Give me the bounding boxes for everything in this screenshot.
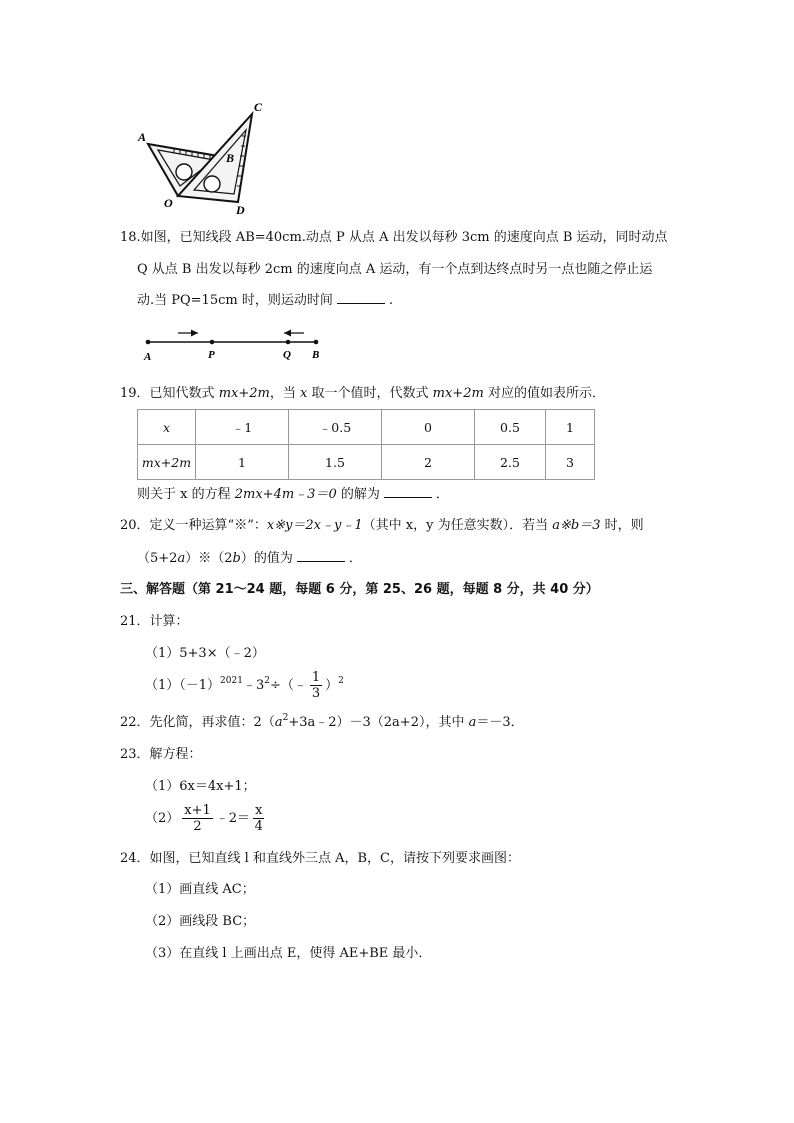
q20-line2 (137, 549, 362, 569)
q20-end: ． (348, 551, 362, 566)
q19-expr-2: mx+2m (432, 386, 484, 401)
section-heading: 三、解答题（第 21～24 题，每题 6 分，第 25、26 题，每题 8 分，共 40 分） (120, 582, 599, 597)
seg-label-A: A (144, 351, 152, 363)
label-B: B (226, 151, 235, 165)
q20-d: 时，则 (604, 518, 644, 533)
fraction (182, 803, 213, 834)
q21-exp1: 2021 (220, 676, 243, 686)
q22-b: a (274, 715, 283, 730)
table-cell: mx+2m (138, 445, 196, 480)
label-D: D (236, 203, 245, 216)
table-cell: 3 (546, 445, 595, 480)
q20-l2b: a (177, 551, 186, 566)
q19-intro (120, 384, 605, 404)
q19-text-c: 取一个值时，代数式 (311, 386, 429, 401)
set-square-figure (134, 96, 270, 216)
q20-l2a: （5+2 (137, 551, 178, 566)
numerator: x+1 (184, 803, 211, 818)
q20-answer-blank[interactable] (297, 549, 345, 562)
q19-end: ． (435, 487, 449, 502)
segment-figure (140, 326, 330, 364)
q18-end: . (388, 293, 393, 308)
table-cell: 1.5 (289, 445, 382, 480)
table-cell: 2.5 (475, 445, 546, 480)
denominator: 3 (311, 686, 321, 701)
q22-e: a (468, 715, 477, 730)
q23-part1: （1）6x＝4x+1； (145, 779, 256, 794)
q19-after (137, 485, 449, 505)
q18-line1: 18.如图，已知线段 AB=40cm.动点 P 从点 A 出发以每秒 3cm 的速度向点 B 运动，同时动点 (120, 230, 668, 245)
q20-l2d: b (232, 551, 241, 566)
seg-label-P: P (208, 349, 215, 361)
q23-title: 23．解方程： (120, 747, 202, 762)
fraction (310, 670, 322, 701)
q19-text-a: 19．已知代数式 (120, 386, 215, 401)
q20-line1 (120, 516, 644, 536)
q18-line2: Q 从点 B 出发以每秒 2cm 的速度向点 A 运动，有一个点到达终点时另一点也随之停止运 (137, 262, 653, 277)
q24-part1: （1）画直线 AC； (145, 882, 255, 897)
denominator: 4 (254, 819, 263, 834)
value-table (137, 409, 595, 480)
q19-after-a: 则关于 x 的方程 (137, 487, 231, 502)
denominator: 2 (193, 819, 202, 834)
numerator: 1 (311, 670, 321, 685)
label-O: O (164, 196, 173, 210)
q20-a: 20．定义一种运算“※”： (120, 518, 267, 533)
table-row (138, 410, 595, 445)
q21-p2a: （1）（－1） (145, 678, 221, 693)
table-cell: 0.5 (475, 410, 546, 445)
table-cell: ﹣0.5 (289, 410, 382, 445)
q21-exp3: 2 (338, 676, 344, 686)
q18-line3-text: 动.当 PQ=15cm 时，则运动时间 (137, 293, 333, 308)
table-cell: 1 (196, 445, 289, 480)
q19-text-d: 对应的值如表所示． (487, 386, 605, 401)
q22-line (120, 713, 524, 733)
numerator: x (255, 803, 263, 818)
table-row (138, 445, 595, 480)
q24-part2: （2）画线段 BC； (145, 914, 256, 929)
q22-a: 22．先化简，再求值：2（ (120, 715, 275, 730)
table-cell: 1 (546, 410, 595, 445)
q23-part2 (145, 803, 267, 835)
q19-expr: mx+2m (218, 386, 270, 401)
table-cell: 0 (382, 410, 475, 445)
q19-answer-blank[interactable] (384, 485, 432, 498)
q21-title: 21．计算： (120, 614, 189, 629)
q21-p2c: ÷（﹣ (269, 678, 307, 693)
q22-f: ＝－3． (476, 715, 524, 730)
q21-p2b: ﹣3 (242, 678, 265, 693)
q19-text-b: ，当 (269, 386, 296, 401)
q20-l2e: ）的值为 (240, 551, 293, 566)
q20-expr: x※y＝2x﹣y﹣1 (266, 518, 363, 533)
table-cell: 2 (382, 445, 475, 480)
q19-equation: 2mx+4m﹣3＝0 (234, 487, 337, 502)
q24-title: 24．如图，已知直线 l 和直线外三点 A，B，C，请按下列要求画图： (120, 851, 520, 866)
q20-l2c: ）※（2 (185, 551, 233, 566)
q19-x: x (300, 386, 308, 401)
q21-exp2: 2 (264, 676, 270, 686)
q20-c: a※b＝3 (552, 518, 601, 533)
fraction (253, 803, 264, 834)
label-C: C (254, 100, 263, 114)
q22-c: 2 (282, 713, 289, 723)
q23-p2a: （2） (145, 811, 180, 826)
q21-part1: （1）5+3×（﹣2） (145, 646, 265, 661)
q23-p2b: ﹣2＝ (215, 811, 251, 826)
q21-p2d: ） (325, 678, 339, 693)
q22-d: +3a﹣2）－3（2a+2），其中 (288, 715, 465, 730)
seg-label-Q: Q (283, 349, 291, 361)
table-cell: ﹣1 (196, 410, 289, 445)
q21-part2 (145, 670, 344, 702)
q19-after-b: 的解为 (340, 487, 380, 502)
q18-line3 (137, 291, 393, 311)
q20-b: （其中 x，y 为任意实数）．若当 (362, 518, 549, 533)
seg-label-B: B (312, 349, 320, 361)
q18-answer-blank[interactable] (337, 291, 385, 304)
table-cell: x (138, 410, 196, 445)
q24-part3: （3）在直线 l 上画出点 E，使得 AE+BE 最小． (145, 946, 432, 961)
label-A: A (138, 130, 147, 144)
